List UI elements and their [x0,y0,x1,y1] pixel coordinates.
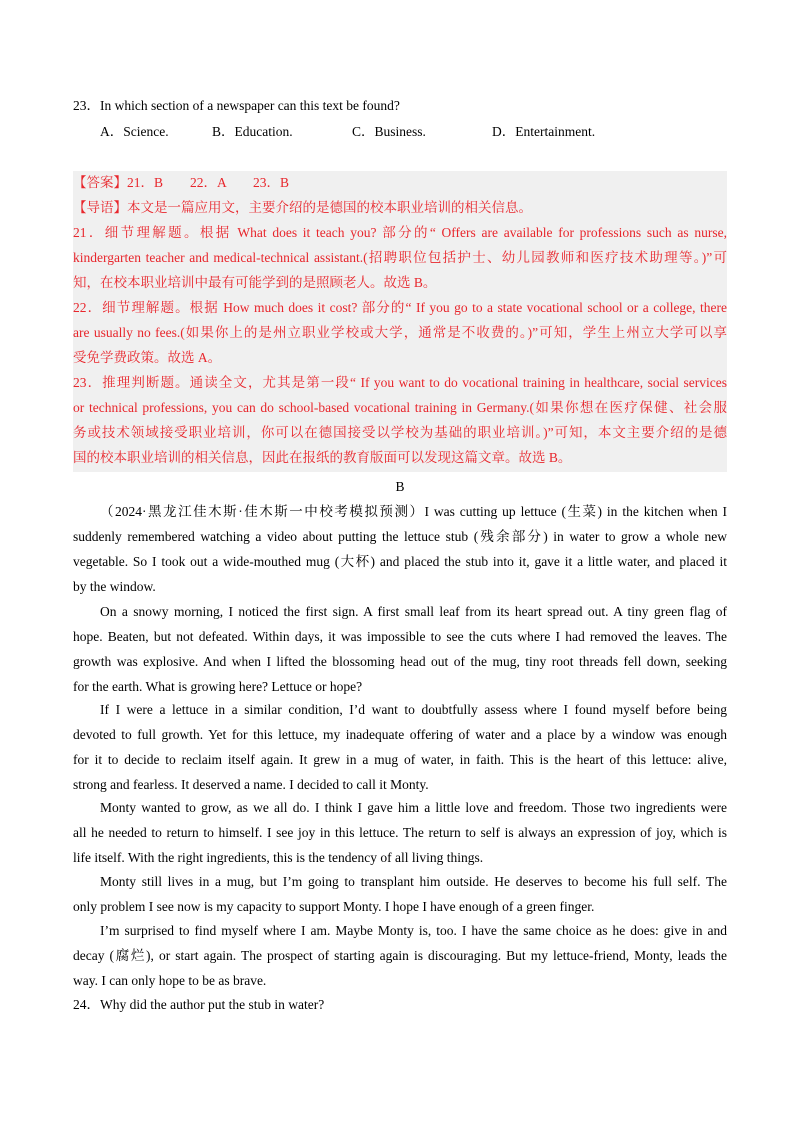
passage-line: devoted to full growth. Yet for this lettuce, my inadequate offering of water and a place by a window was enough [73,727,727,742]
explanation-line: 务或技术领域接受职业培训，你可以在德国接受以学校为基础的职业培训。)”可知，本文主要介绍的是德 [73,425,727,440]
section-label: B [395,479,405,494]
passage-line: On a snowy morning, I noticed the first sign. A first small leaf from its heart spread out. A tiny green flag of [100,604,727,619]
explanation-line: 22．细节理解题。根据 How much does it cost? 部分的“ If you go to a state vocational school or a college, there [73,300,727,315]
explanation-line: kindergarten teacher and medical-technical assistant.(招聘职位包括护士、幼儿园教师和医疗技术助理等。)”可 [73,250,727,265]
passage-line: way. I can only hope to be as brave. [73,973,267,988]
answer-key-line: 【答案】21．B 22．A 23．B [73,175,290,190]
passage-line: for the earth. What is growing here? Lettuce or hope? [73,679,363,694]
passage-line: all he needed to return to himself. I see joy in this lettuce. The return to self is always an expression of joy, which is [73,825,727,840]
option-c: C．Business. [352,124,426,139]
passage-line: suddenly remembered watching a video about putting the lettuce stub (残余部分) in water to grow a whole new [73,529,727,544]
passage-line: only problem I see now is my capacity to support Monty. I hope I have enough of a green finger. [73,899,595,914]
passage-line: by the window. [73,579,156,594]
explanation-line: are usually no fees.(如果你上的是州立职业学校或大学，通常是不收费的。)”可知，学生上州立大学可以享 [73,325,727,340]
explanation-line: 国的校本职业培训的相关信息，因此在报纸的教育版面可以发现这篇文章。故选 B。 [73,450,572,465]
passage-line: Monty still lives in a mug, but I’m going to transplant him outside. He deserves to become his full self. The [100,874,727,889]
passage-line: I’m surprised to find myself where I am. Maybe Monty is, too. I have the same choice as he does: give in and [100,923,727,938]
passage-line: hope. Beaten, but not defeated. Within days, it was impossible to see the cuts where I had removed the leaves. The [73,629,727,644]
passage-line: decay (腐烂), or start again. The prospect of starting again is discouraging. But my lettuce-friend, Monty, leads the [73,948,727,963]
question-23-stem: 23．In which section of a newspaper can this text be found? [73,98,400,113]
passage-line: for it to decide to reclaim itself again. It grew in a mug of water, in faith. This is the heart of this lettuce: alive, [73,752,727,767]
explanation-line: or technical professions, you can do school-based vocational training in Germany.(如果你想在医疗保健、社会服 [73,400,727,415]
explanation-line: 受免学费政策。故选 A。 [73,350,222,365]
option-d: D．Entertainment. [492,124,596,139]
passage-line: vegetable. So I took out a wide-mouthed mug (大杯) and placed the stub into it, gave it a little water, and placed it [73,554,727,569]
passage-line: life itself. With the right ingredients, this is the tendency of all living things. [73,850,484,865]
question-24-stem: 24．Why did the author put the stub in water? [73,997,325,1012]
explanation-line: 知，在校本职业培训中最有可能学到的是照顾老人。故选 B。 [73,275,437,290]
guide-line: 【导语】本文是一篇应用文，主要介绍的是德国的校本职业培训的相关信息。 [73,200,532,215]
answer-explanation-box [73,171,727,472]
explanation-line: 21．细节理解题。根据 What does it teach you? 部分的“ Offers are available for professions such as nurse, [73,225,727,240]
passage-line: Monty wanted to grow, as we all do. I think I gave him a little love and freedom. Those two ingredients were [100,800,727,815]
explanation-line: 23．推理判断题。通读全文，尤其是第一段“ If you want to do vocational training in healthcare, social services [73,375,727,390]
option-a: A．Science. [100,124,169,139]
passage-line: strong and fearless. It deserved a name. I decided to call it Monty. [73,777,429,792]
passage-line: growth was explosive. And when I lifted the blossoming head out of the mug, tiny root threads fell down, seeking [73,654,727,669]
passage-line: If I were a lettuce in a similar condition, I’d want to doubtfully assess where I found myself before being [100,702,727,717]
passage-line: （2024·黑龙江佳木斯·佳木斯一中校考模拟预测）I was cutting up lettuce (生菜) in the kitchen when I [100,504,727,519]
option-b: B．Education. [212,124,293,139]
